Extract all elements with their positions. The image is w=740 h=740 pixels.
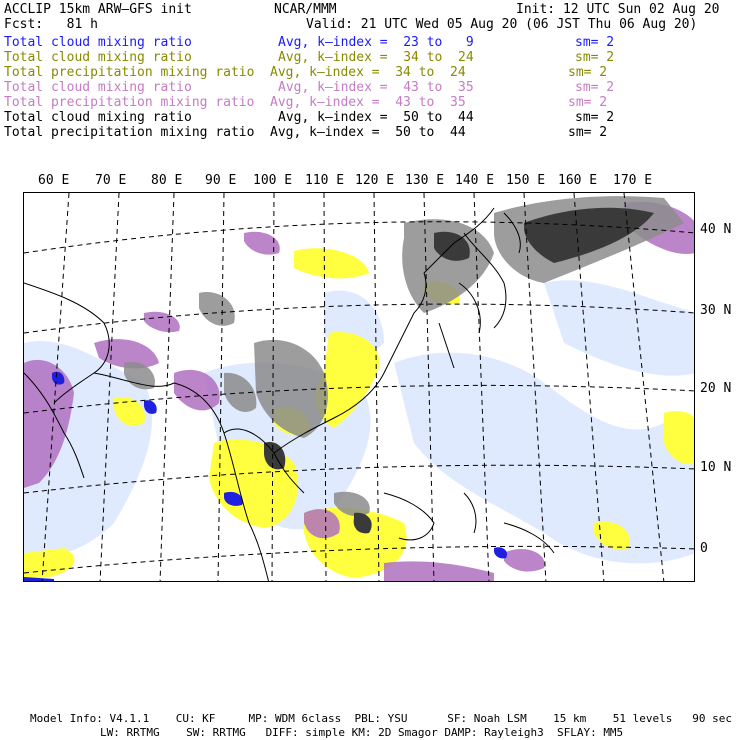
- lon-label: 140 E: [455, 173, 495, 188]
- lat-label: 30 N: [700, 303, 732, 318]
- legend-avg-1: Avg, k–index = 23 to 9: [278, 35, 474, 50]
- forecast-map: [23, 192, 695, 582]
- map-canvas: [24, 193, 695, 582]
- model-info-line-1: Model Info: V4.1.1 CU: KF MP: WDM 6class PBL: YSU SF: Noah LSM 15 km 51 levels 90 sec: [30, 712, 732, 725]
- lon-label: 160 E: [558, 173, 598, 188]
- legend-avg-3: Avg, k–index = 34 to 24: [270, 65, 466, 80]
- init-time: Init: 12 UTC Sun 02 Aug 20: [516, 2, 720, 17]
- lon-label: 90 E: [205, 173, 237, 188]
- lat-label: 0: [700, 541, 708, 556]
- legend-field-5: Total precipitation mixing ratio: [4, 95, 255, 110]
- legend-field-1: Total cloud mixing ratio: [4, 35, 192, 50]
- legend-avg-2: Avg, k–index = 34 to 24: [278, 50, 474, 65]
- legend-sm-3: sm= 2: [568, 65, 608, 80]
- legend-avg-4: Avg, k–index = 43 to 35: [278, 80, 474, 95]
- legend-sm-6: sm= 2: [575, 110, 615, 125]
- lon-label: 170 E: [613, 173, 653, 188]
- legend-sm-2: sm= 2: [575, 50, 615, 65]
- lat-label: 20 N: [700, 381, 732, 396]
- lon-label: 70 E: [95, 173, 127, 188]
- legend-field-4: Total cloud mixing ratio: [4, 80, 192, 95]
- lon-label: 110 E: [305, 173, 345, 188]
- legend-field-6: Total cloud mixing ratio: [4, 110, 192, 125]
- lon-label: 130 E: [405, 173, 445, 188]
- legend-avg-7: Avg, k–index = 50 to 44: [270, 125, 466, 140]
- lon-label: 120 E: [355, 173, 395, 188]
- legend-avg-5: Avg, k–index = 43 to 35: [270, 95, 466, 110]
- model-info-line-2: LW: RRTMG SW: RRTMG DIFF: simple KM: 2D Smagor DAMP: Rayleigh3 SFLAY: MM5: [100, 726, 624, 739]
- legend-avg-6: Avg, k–index = 50 to 44: [278, 110, 474, 125]
- lon-label: 80 E: [151, 173, 183, 188]
- model-title: ACCLIP 15km ARW–GFS init: [4, 2, 192, 17]
- legend-sm-1: sm= 2: [575, 35, 615, 50]
- lat-label: 40 N: [700, 222, 732, 237]
- valid-time: Valid: 21 UTC Wed 05 Aug 20 (06 JST Thu 06 Aug 20): [306, 17, 698, 32]
- lon-label: 60 E: [38, 173, 70, 188]
- legend-sm-7: sm= 2: [568, 125, 608, 140]
- lon-label: 150 E: [506, 173, 546, 188]
- legend-sm-5: sm= 2: [568, 95, 608, 110]
- lat-label: 10 N: [700, 460, 732, 475]
- legend-field-3: Total precipitation mixing ratio: [4, 65, 255, 80]
- legend-sm-4: sm= 2: [575, 80, 615, 95]
- legend-field-7: Total precipitation mixing ratio: [4, 125, 255, 140]
- forecast-hour: Fcst: 81 h: [4, 17, 98, 32]
- organization: NCAR/MMM: [274, 2, 337, 17]
- legend-field-2: Total cloud mixing ratio: [4, 50, 192, 65]
- lon-label: 100 E: [253, 173, 293, 188]
